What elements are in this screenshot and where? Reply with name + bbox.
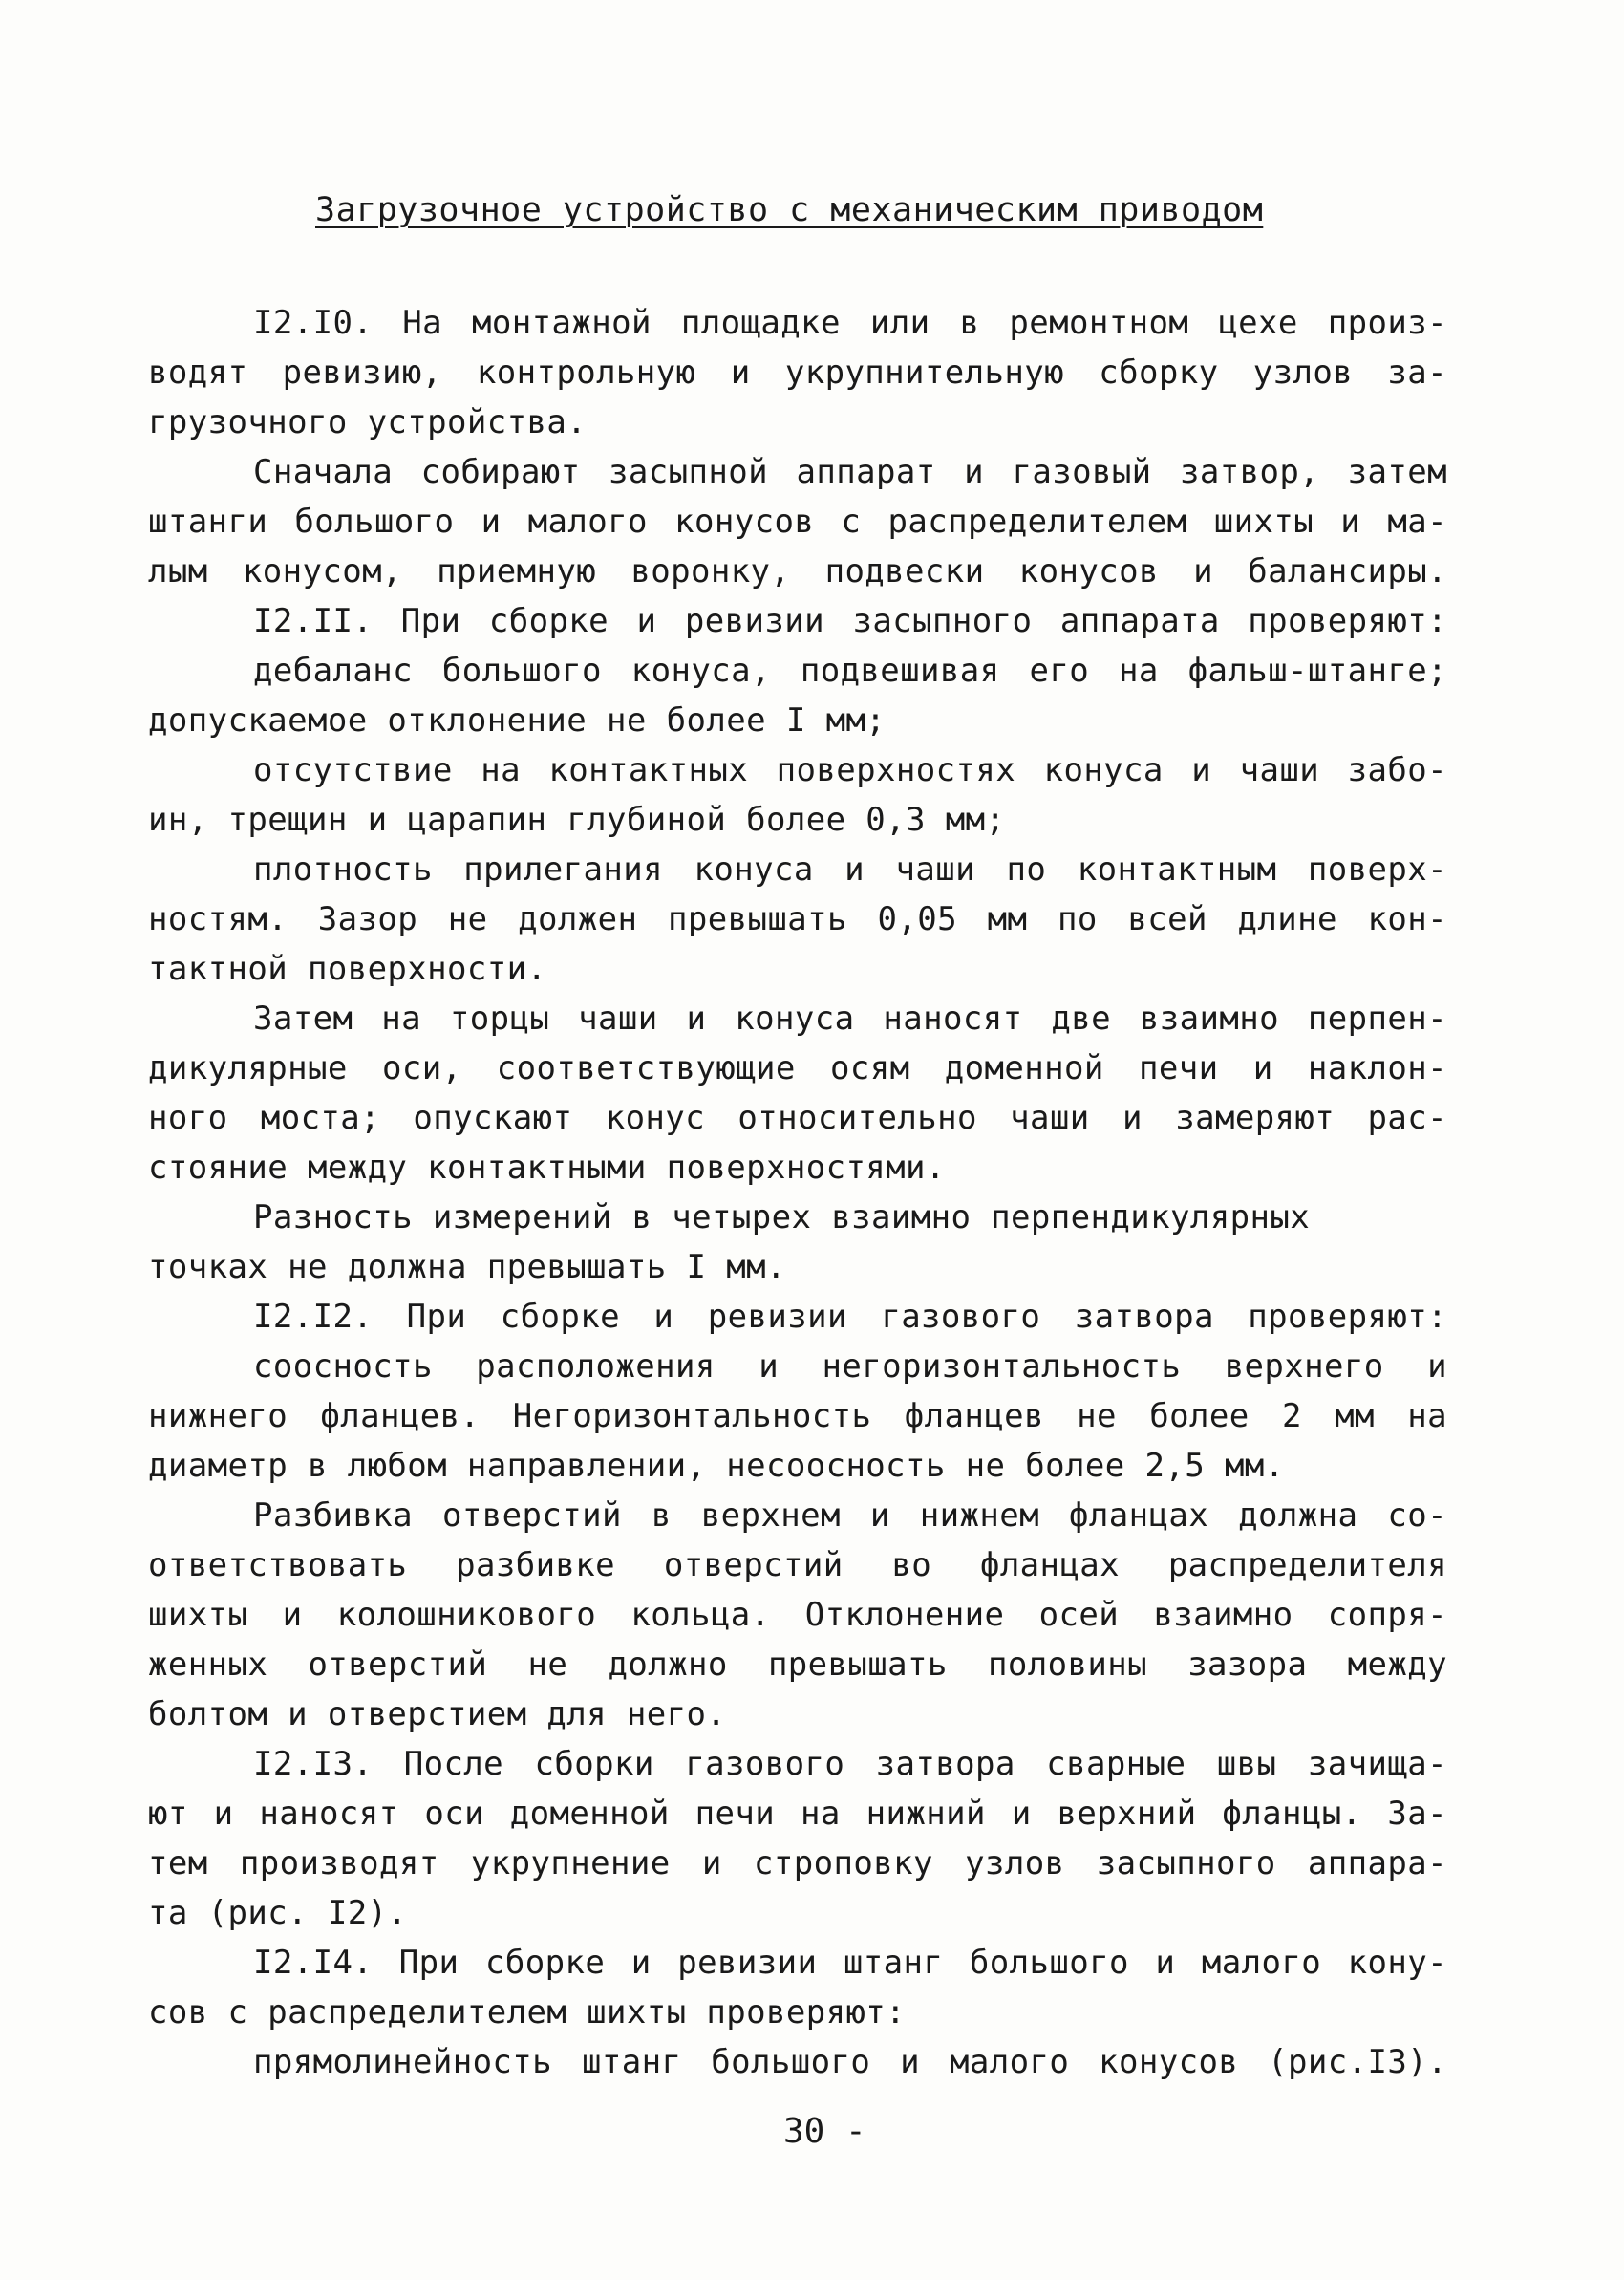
text-line: грузочного устройства.: [148, 403, 588, 441]
text-line: тем производят укрупнение и строповку узлов засыпного аппара-: [148, 1844, 1447, 1882]
text-line: сов с распределителем шихты проверяют:: [148, 1993, 907, 2032]
text-line: I2.I3. После сборки газового затвора сварные швы зачища-: [253, 1745, 1447, 1783]
text-line: ют и наносят оси доменной печи на нижний и верхний фланцы. За-: [148, 1795, 1447, 1833]
text-line: водят ревизию, контрольную и укрупнительную сборку узлов за-: [148, 354, 1447, 392]
text-line: ответствовать разбивке отверстий во фланцах распределителя: [148, 1546, 1447, 1584]
text-line: допускаемое отклонение не более I мм;: [148, 701, 887, 740]
text-line: Затем на торцы чаши и конуса наносят две взаимно перпен-: [253, 1000, 1447, 1038]
text-line: Разбивка отверстий в верхнем и нижнем фланцах должна со-: [253, 1496, 1447, 1535]
text-line: точках не должна превышать I мм.: [148, 1248, 786, 1286]
text-line: I2.II. При сборке и ревизии засыпного аппарата проверяют:: [253, 602, 1447, 640]
text-line: ностям. Зазор не должен превышать 0,05 мм по всей длине кон-: [148, 900, 1447, 938]
text-line: штанги большого и малого конусов с распределителем шихты и ма-: [148, 503, 1447, 541]
text-line: I2.I0. На монтажной площадке или в ремонтном цехе произ-: [253, 304, 1447, 342]
section-title: Загрузочное устройство с механическим приводом: [315, 191, 1264, 229]
text-line: шихты и колошникового кольца. Отклонение осей взаимно сопря-: [148, 1596, 1447, 1634]
text-line: та (рис. I2).: [148, 1894, 408, 1932]
text-line: диаметр в любом направлении, несоосность не более 2,5 мм.: [148, 1447, 1285, 1485]
text-line: Сначала собирают засыпной аппарат и газовый затвор, затем: [253, 453, 1447, 491]
text-line: нижнего фланцев. Негоризонтальность фланцев не более 2 мм на: [148, 1397, 1447, 1435]
text-line: отсутствие на контактных поверхностях конуса и чаши забо-: [253, 751, 1447, 789]
text-line: ного моста; опускают конус относительно чаши и замеряют рас-: [148, 1099, 1447, 1137]
text-line: I2.I2. При сборке и ревизии газового затвора проверяют:: [253, 1298, 1447, 1336]
text-line: ин, трещин и царапин глубиной более 0,3 мм;: [148, 801, 1006, 839]
text-line: соосность расположения и негоризонтальность верхнего и: [253, 1347, 1447, 1386]
text-line: Разность измерений в четырех взаимно перпендикулярных: [253, 1198, 1311, 1237]
text-line: прямолинейность штанг большого и малого конусов (рис.I3).: [253, 2043, 1447, 2081]
page-number: 30 -: [783, 2112, 866, 2151]
text-line: лым конусом, приемную воронку, подвески конусов и балансиры.: [148, 552, 1447, 591]
text-line: дебаланс большого конуса, подвешивая его на фальш-штанге;: [253, 652, 1447, 690]
text-line: I2.I4. При сборке и ревизии штанг большого и малого кону-: [253, 1944, 1447, 1982]
text-line: тактной поверхности.: [148, 950, 547, 988]
text-line: женных отверстий не должно превышать половины зазора между: [148, 1645, 1447, 1684]
text-line: болтом и отверстием для него.: [148, 1695, 727, 1733]
text-line: стояние между контактными поверхностями.: [148, 1149, 946, 1187]
text-line: плотность прилегания конуса и чаши по контактным поверх-: [253, 850, 1447, 889]
text-line: дикулярные оси, соответствующие осям доменной печи и наклон-: [148, 1049, 1447, 1087]
